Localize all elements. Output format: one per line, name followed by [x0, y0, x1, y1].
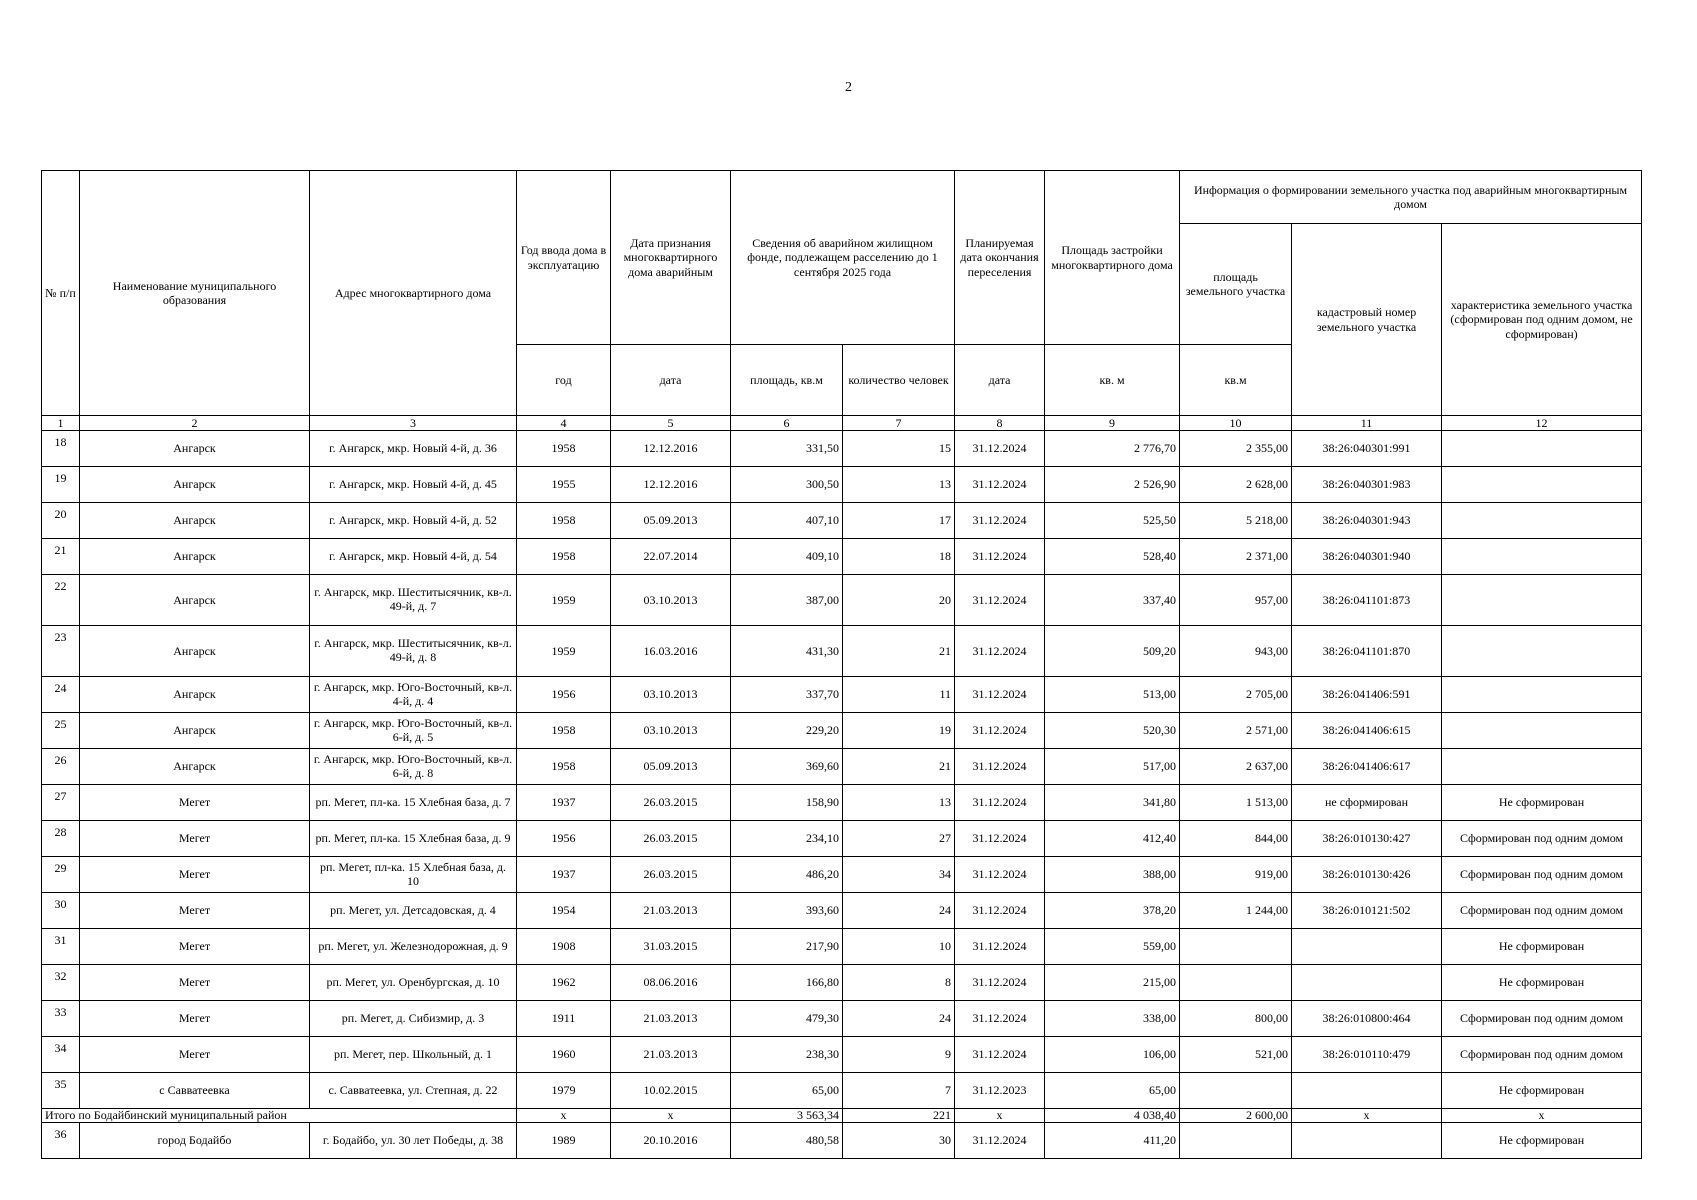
table-row	[42, 929, 1642, 965]
end-date-cell: 31.12.2024	[955, 1001, 1045, 1037]
address-cell: рп. Мегет, пл-ка. 15 Хлебная база, д. 9	[310, 821, 517, 857]
land-status-cell: Не сформирован	[1442, 965, 1642, 1001]
municipality-cell: Мегет	[80, 893, 310, 929]
unit-area: площадь, кв.м	[731, 345, 843, 416]
recognition-date-cell: 26.03.2015	[611, 821, 731, 857]
unit-build-area: кв. м	[1045, 345, 1180, 416]
column-number: 8	[955, 416, 1045, 431]
area-cell: 393,60	[731, 893, 843, 929]
document-sheet	[41, 170, 1642, 1159]
people-cell: 27	[843, 821, 955, 857]
end-date-cell: 31.12.2024	[955, 929, 1045, 965]
header-land-status: характеристика земельного участка (сформирован под одним домом, не сформирован)	[1442, 224, 1642, 416]
row-number: 21	[42, 539, 80, 575]
land-area-cell: 2 628,00	[1180, 467, 1292, 503]
land-area-cell: 800,00	[1180, 1001, 1292, 1037]
land-area-cell: 919,00	[1180, 857, 1292, 893]
cadastral-cell: 38:26:040301:983	[1292, 467, 1442, 503]
municipality-cell: Мегет	[80, 1037, 310, 1073]
land-area-cell: 957,00	[1180, 575, 1292, 626]
land-status-cell: Сформирован под одним домом	[1442, 857, 1642, 893]
area-cell: 300,50	[731, 467, 843, 503]
total-people: 221	[843, 1109, 955, 1123]
emergency-housing-table	[41, 170, 1642, 1159]
area-cell: 229,20	[731, 713, 843, 749]
header-emergency-fund: Сведения об аварийном жилищном фонде, подлежащем расселению до 1 сентября 2025 года	[731, 171, 955, 345]
table-row	[42, 965, 1642, 1001]
row-number: 29	[42, 857, 80, 893]
header-municipality: Наименование муниципального образования	[80, 171, 310, 416]
municipality-cell: Ангарск	[80, 575, 310, 626]
table-row	[42, 677, 1642, 713]
municipality-cell: Ангарск	[80, 539, 310, 575]
total-cadastral: х	[1292, 1109, 1442, 1123]
people-cell: 18	[843, 539, 955, 575]
land-area-cell	[1180, 1073, 1292, 1109]
municipality-cell: Ангарск	[80, 431, 310, 467]
address-cell: г. Ангарск, мкр. Новый 4-й, д. 52	[310, 503, 517, 539]
row-number: 36	[42, 1123, 80, 1159]
row-number: 31	[42, 929, 80, 965]
land-status-cell	[1442, 575, 1642, 626]
address-cell: рп. Мегет, ул. Железнодорожная, д. 9	[310, 929, 517, 965]
area-cell: 409,10	[731, 539, 843, 575]
row-number: 19	[42, 467, 80, 503]
column-number-row	[42, 416, 1642, 431]
municipality-cell: город Бодайбо	[80, 1123, 310, 1159]
people-cell: 34	[843, 857, 955, 893]
cadastral-cell	[1292, 1123, 1442, 1159]
end-date-cell: 31.12.2024	[955, 821, 1045, 857]
land-status-cell	[1442, 713, 1642, 749]
address-cell: рп. Мегет, ул. Детсадовская, д. 4	[310, 893, 517, 929]
row-number: 28	[42, 821, 80, 857]
cadastral-cell: 38:26:041406:591	[1292, 677, 1442, 713]
land-area-cell: 2 371,00	[1180, 539, 1292, 575]
table-row	[42, 575, 1642, 626]
build-area-cell: 378,20	[1045, 893, 1180, 929]
end-date-cell: 31.12.2024	[955, 1123, 1045, 1159]
year-cell: 1958	[517, 713, 611, 749]
land-status-cell	[1442, 431, 1642, 467]
year-cell: 1956	[517, 821, 611, 857]
table-row	[42, 821, 1642, 857]
cadastral-cell: 38:26:010130:426	[1292, 857, 1442, 893]
address-cell: г. Ангарск, мкр. Юго-Восточный, кв-л. 4-й, д. 4	[310, 677, 517, 713]
people-cell: 7	[843, 1073, 955, 1109]
area-cell: 369,60	[731, 749, 843, 785]
land-area-cell: 5 218,00	[1180, 503, 1292, 539]
unit-date: дата	[611, 345, 731, 416]
build-area-cell: 509,20	[1045, 626, 1180, 677]
municipality-cell: Мегет	[80, 857, 310, 893]
table-row	[42, 1123, 1642, 1159]
build-area-cell: 215,00	[1045, 965, 1180, 1001]
area-cell: 166,80	[731, 965, 843, 1001]
year-cell: 1911	[517, 1001, 611, 1037]
end-date-cell: 31.12.2024	[955, 1037, 1045, 1073]
people-cell: 8	[843, 965, 955, 1001]
table-body	[42, 431, 1642, 1159]
address-cell: рп. Мегет, д. Сибизмир, д. 3	[310, 1001, 517, 1037]
row-number: 32	[42, 965, 80, 1001]
area-cell: 407,10	[731, 503, 843, 539]
build-area-cell: 513,00	[1045, 677, 1180, 713]
cadastral-cell: 38:26:041406:615	[1292, 713, 1442, 749]
people-cell: 15	[843, 431, 955, 467]
cadastral-cell: 38:26:010121:502	[1292, 893, 1442, 929]
municipality-cell: Ангарск	[80, 503, 310, 539]
column-number: 9	[1045, 416, 1180, 431]
recognition-date-cell: 26.03.2015	[611, 857, 731, 893]
recognition-date-cell: 03.10.2013	[611, 713, 731, 749]
column-number: 6	[731, 416, 843, 431]
end-date-cell: 31.12.2024	[955, 467, 1045, 503]
build-area-cell: 411,20	[1045, 1123, 1180, 1159]
area-cell: 65,00	[731, 1073, 843, 1109]
recognition-date-cell: 10.02.2015	[611, 1073, 731, 1109]
address-cell: рп. Мегет, пл-ка. 15 Хлебная база, д. 10	[310, 857, 517, 893]
year-cell: 1979	[517, 1073, 611, 1109]
end-date-cell: 31.12.2024	[955, 503, 1045, 539]
address-cell: г. Бодайбо, ул. 30 лет Победы, д. 38	[310, 1123, 517, 1159]
municipality-cell: Ангарск	[80, 467, 310, 503]
end-date-cell: 31.12.2024	[955, 857, 1045, 893]
total-label: Итого по Бодайбинский муниципальный район	[42, 1109, 517, 1123]
cadastral-cell: 38:26:040301:940	[1292, 539, 1442, 575]
build-area-cell: 388,00	[1045, 857, 1180, 893]
recognition-date-cell: 12.12.2016	[611, 431, 731, 467]
land-status-cell: Не сформирован	[1442, 1123, 1642, 1159]
year-cell: 1937	[517, 785, 611, 821]
municipality-cell: Мегет	[80, 929, 310, 965]
column-number: 2	[80, 416, 310, 431]
end-date-cell: 31.12.2024	[955, 575, 1045, 626]
recognition-date-cell: 16.03.2016	[611, 626, 731, 677]
row-number: 34	[42, 1037, 80, 1073]
land-area-cell: 2 637,00	[1180, 749, 1292, 785]
address-cell: рп. Мегет, пл-ка. 15 Хлебная база, д. 7	[310, 785, 517, 821]
recognition-date-cell: 21.03.2013	[611, 893, 731, 929]
column-number: 5	[611, 416, 731, 431]
municipality-cell: Ангарск	[80, 713, 310, 749]
cadastral-cell: 38:26:010110:479	[1292, 1037, 1442, 1073]
land-status-cell: Сформирован под одним домом	[1442, 821, 1642, 857]
people-cell: 24	[843, 893, 955, 929]
table-row	[42, 857, 1642, 893]
municipality-cell: Ангарск	[80, 626, 310, 677]
address-cell: г. Ангарск, мкр. Шеститысячник, кв-л. 49-й, д. 8	[310, 626, 517, 677]
cadastral-cell: 38:26:040301:943	[1292, 503, 1442, 539]
recognition-date-cell: 20.10.2016	[611, 1123, 731, 1159]
year-cell: 1954	[517, 893, 611, 929]
total-date: х	[611, 1109, 731, 1123]
table-row	[42, 626, 1642, 677]
land-area-cell	[1180, 965, 1292, 1001]
total-end-date: х	[955, 1109, 1045, 1123]
cadastral-cell: 38:26:040301:991	[1292, 431, 1442, 467]
table-row	[42, 431, 1642, 467]
year-cell: 1962	[517, 965, 611, 1001]
build-area-cell: 337,40	[1045, 575, 1180, 626]
address-cell: рп. Мегет, ул. Оренбургская, д. 10	[310, 965, 517, 1001]
address-cell: г. Ангарск, мкр. Новый 4-й, д. 54	[310, 539, 517, 575]
land-status-cell	[1442, 749, 1642, 785]
people-cell: 13	[843, 467, 955, 503]
header-build-area: Площадь застройки многоквартирного дома	[1045, 171, 1180, 345]
unit-people: количество человек	[843, 345, 955, 416]
total-land-status: х	[1442, 1109, 1642, 1123]
row-number: 26	[42, 749, 80, 785]
people-cell: 20	[843, 575, 955, 626]
people-cell: 24	[843, 1001, 955, 1037]
municipality-cell: Мегет	[80, 821, 310, 857]
cadastral-cell: 38:26:010130:427	[1292, 821, 1442, 857]
year-cell: 1959	[517, 575, 611, 626]
header-number: № п/п	[42, 171, 80, 416]
build-area-cell: 559,00	[1045, 929, 1180, 965]
total-area: 3 563,34	[731, 1109, 843, 1123]
row-number: 25	[42, 713, 80, 749]
land-status-cell: Не сформирован	[1442, 1073, 1642, 1109]
land-status-cell	[1442, 467, 1642, 503]
build-area-cell: 517,00	[1045, 749, 1180, 785]
land-area-cell: 2 705,00	[1180, 677, 1292, 713]
people-cell: 19	[843, 713, 955, 749]
page-number: 2	[845, 80, 852, 95]
land-status-cell	[1442, 539, 1642, 575]
end-date-cell: 31.12.2024	[955, 893, 1045, 929]
address-cell: г. Ангарск, мкр. Новый 4-й, д. 36	[310, 431, 517, 467]
recognition-date-cell: 31.03.2015	[611, 929, 731, 965]
area-cell: 387,00	[731, 575, 843, 626]
year-cell: 1955	[517, 467, 611, 503]
header-recognition-date: Дата признания многоквартирного дома аварийным	[611, 171, 731, 345]
build-area-cell: 338,00	[1045, 1001, 1180, 1037]
year-cell: 1989	[517, 1123, 611, 1159]
address-cell: с. Савватеевка, ул. Степная, д. 22	[310, 1073, 517, 1109]
end-date-cell: 31.12.2024	[955, 749, 1045, 785]
municipality-cell: Мегет	[80, 1001, 310, 1037]
year-cell: 1959	[517, 626, 611, 677]
land-status-cell	[1442, 626, 1642, 677]
header-address: Адрес многоквартирного дома	[310, 171, 517, 416]
land-area-cell: 844,00	[1180, 821, 1292, 857]
year-cell: 1958	[517, 539, 611, 575]
row-number: 27	[42, 785, 80, 821]
cadastral-cell: не сформирован	[1292, 785, 1442, 821]
header-cadastral: кадастровый номер земельного участка	[1292, 224, 1442, 416]
land-status-cell: Сформирован под одним домом	[1442, 1001, 1642, 1037]
land-status-cell: Не сформирован	[1442, 785, 1642, 821]
row-number: 18	[42, 431, 80, 467]
header-land-info: Информация о формировании земельного участка под аварийным многоквартирным домом	[1180, 171, 1642, 224]
build-area-cell: 525,50	[1045, 503, 1180, 539]
address-cell: г. Ангарск, мкр. Юго-Восточный, кв-л. 6-й, д. 8	[310, 749, 517, 785]
build-area-cell: 65,00	[1045, 1073, 1180, 1109]
build-area-cell: 528,40	[1045, 539, 1180, 575]
year-cell: 1958	[517, 431, 611, 467]
year-cell: 1956	[517, 677, 611, 713]
area-cell: 238,30	[731, 1037, 843, 1073]
land-area-cell: 1 513,00	[1180, 785, 1292, 821]
cadastral-cell	[1292, 965, 1442, 1001]
land-area-cell: 1 244,00	[1180, 893, 1292, 929]
end-date-cell: 31.12.2024	[955, 626, 1045, 677]
cadastral-cell: 38:26:010800:464	[1292, 1001, 1442, 1037]
total-year: х	[517, 1109, 611, 1123]
address-cell: г. Ангарск, мкр. Шеститысячник, кв-л. 49-й, д. 7	[310, 575, 517, 626]
table-row	[42, 785, 1642, 821]
recognition-date-cell: 03.10.2013	[611, 677, 731, 713]
year-cell: 1958	[517, 749, 611, 785]
build-area-cell: 520,30	[1045, 713, 1180, 749]
land-status-cell	[1442, 677, 1642, 713]
column-number: 7	[843, 416, 955, 431]
area-cell: 158,90	[731, 785, 843, 821]
total-land-area: 2 600,00	[1180, 1109, 1292, 1123]
table-row	[42, 749, 1642, 785]
land-area-cell: 2 355,00	[1180, 431, 1292, 467]
land-status-cell	[1442, 503, 1642, 539]
row-number: 30	[42, 893, 80, 929]
address-cell: г. Ангарск, мкр. Новый 4-й, д. 45	[310, 467, 517, 503]
end-date-cell: 31.12.2024	[955, 785, 1045, 821]
end-date-cell: 31.12.2024	[955, 713, 1045, 749]
row-number: 23	[42, 626, 80, 677]
area-cell: 480,58	[731, 1123, 843, 1159]
land-area-cell: 521,00	[1180, 1037, 1292, 1073]
unit-land-area: кв.м	[1180, 345, 1292, 416]
land-area-cell: 2 571,00	[1180, 713, 1292, 749]
column-number: 1	[42, 416, 80, 431]
build-area-cell: 412,40	[1045, 821, 1180, 857]
table-row	[42, 503, 1642, 539]
cadastral-cell: 38:26:041101:870	[1292, 626, 1442, 677]
row-number: 20	[42, 503, 80, 539]
address-cell: рп. Мегет, пер. Школьный, д. 1	[310, 1037, 517, 1073]
address-cell: г. Ангарск, мкр. Юго-Восточный, кв-л. 6-й, д. 5	[310, 713, 517, 749]
table-row	[42, 1001, 1642, 1037]
row-number: 24	[42, 677, 80, 713]
table-row	[42, 893, 1642, 929]
recognition-date-cell: 22.07.2014	[611, 539, 731, 575]
land-area-cell: 943,00	[1180, 626, 1292, 677]
municipality-cell: Мегет	[80, 965, 310, 1001]
year-cell: 1960	[517, 1037, 611, 1073]
municipality-cell: Ангарск	[80, 677, 310, 713]
land-status-cell: Сформирован под одним домом	[1442, 893, 1642, 929]
municipality-cell: Мегет	[80, 785, 310, 821]
cadastral-cell	[1292, 1073, 1442, 1109]
header-planned-date: Планируемая дата окончания переселения	[955, 171, 1045, 345]
header-year: Год ввода дома в эксплуатацию	[517, 171, 611, 345]
column-number: 4	[517, 416, 611, 431]
recognition-date-cell: 05.09.2013	[611, 503, 731, 539]
municipality-cell: с Савватеевка	[80, 1073, 310, 1109]
municipality-cell: Ангарск	[80, 749, 310, 785]
land-area-cell	[1180, 1123, 1292, 1159]
cadastral-cell: 38:26:041406:617	[1292, 749, 1442, 785]
end-date-cell: 31.12.2023	[955, 1073, 1045, 1109]
total-row	[42, 1109, 1642, 1123]
people-cell: 10	[843, 929, 955, 965]
people-cell: 17	[843, 503, 955, 539]
recognition-date-cell: 21.03.2013	[611, 1001, 731, 1037]
unit-end-date: дата	[955, 345, 1045, 416]
build-area-cell: 2 776,70	[1045, 431, 1180, 467]
people-cell: 9	[843, 1037, 955, 1073]
table-row	[42, 467, 1642, 503]
people-cell: 30	[843, 1123, 955, 1159]
build-area-cell: 341,80	[1045, 785, 1180, 821]
build-area-cell: 2 526,90	[1045, 467, 1180, 503]
people-cell: 11	[843, 677, 955, 713]
column-number: 10	[1180, 416, 1292, 431]
row-number: 35	[42, 1073, 80, 1109]
table-row	[42, 1037, 1642, 1073]
table-row	[42, 1073, 1642, 1109]
header-land-area: площадь земельного участка	[1180, 224, 1292, 345]
area-cell: 337,70	[731, 677, 843, 713]
area-cell: 234,10	[731, 821, 843, 857]
people-cell: 21	[843, 749, 955, 785]
end-date-cell: 31.12.2024	[955, 431, 1045, 467]
people-cell: 21	[843, 626, 955, 677]
recognition-date-cell: 21.03.2013	[611, 1037, 731, 1073]
year-cell: 1958	[517, 503, 611, 539]
column-number: 12	[1442, 416, 1642, 431]
end-date-cell: 31.12.2024	[955, 965, 1045, 1001]
row-number: 33	[42, 1001, 80, 1037]
row-number: 22	[42, 575, 80, 626]
year-cell: 1937	[517, 857, 611, 893]
recognition-date-cell: 05.09.2013	[611, 749, 731, 785]
recognition-date-cell: 03.10.2013	[611, 575, 731, 626]
area-cell: 217,90	[731, 929, 843, 965]
land-status-cell: Не сформирован	[1442, 929, 1642, 965]
land-status-cell: Сформирован под одним домом	[1442, 1037, 1642, 1073]
column-number: 3	[310, 416, 517, 431]
area-cell: 486,20	[731, 857, 843, 893]
cadastral-cell	[1292, 929, 1442, 965]
unit-year: год	[517, 345, 611, 416]
table-row	[42, 539, 1642, 575]
end-date-cell: 31.12.2024	[955, 677, 1045, 713]
table-header	[42, 171, 1642, 431]
land-area-cell	[1180, 929, 1292, 965]
people-cell: 13	[843, 785, 955, 821]
recognition-date-cell: 26.03.2015	[611, 785, 731, 821]
build-area-cell: 106,00	[1045, 1037, 1180, 1073]
area-cell: 479,30	[731, 1001, 843, 1037]
column-number: 11	[1292, 416, 1442, 431]
area-cell: 431,30	[731, 626, 843, 677]
recognition-date-cell: 12.12.2016	[611, 467, 731, 503]
area-cell: 331,50	[731, 431, 843, 467]
end-date-cell: 31.12.2024	[955, 539, 1045, 575]
cadastral-cell: 38:26:041101:873	[1292, 575, 1442, 626]
recognition-date-cell: 08.06.2016	[611, 965, 731, 1001]
table-row	[42, 713, 1642, 749]
total-build-area: 4 038,40	[1045, 1109, 1180, 1123]
year-cell: 1908	[517, 929, 611, 965]
